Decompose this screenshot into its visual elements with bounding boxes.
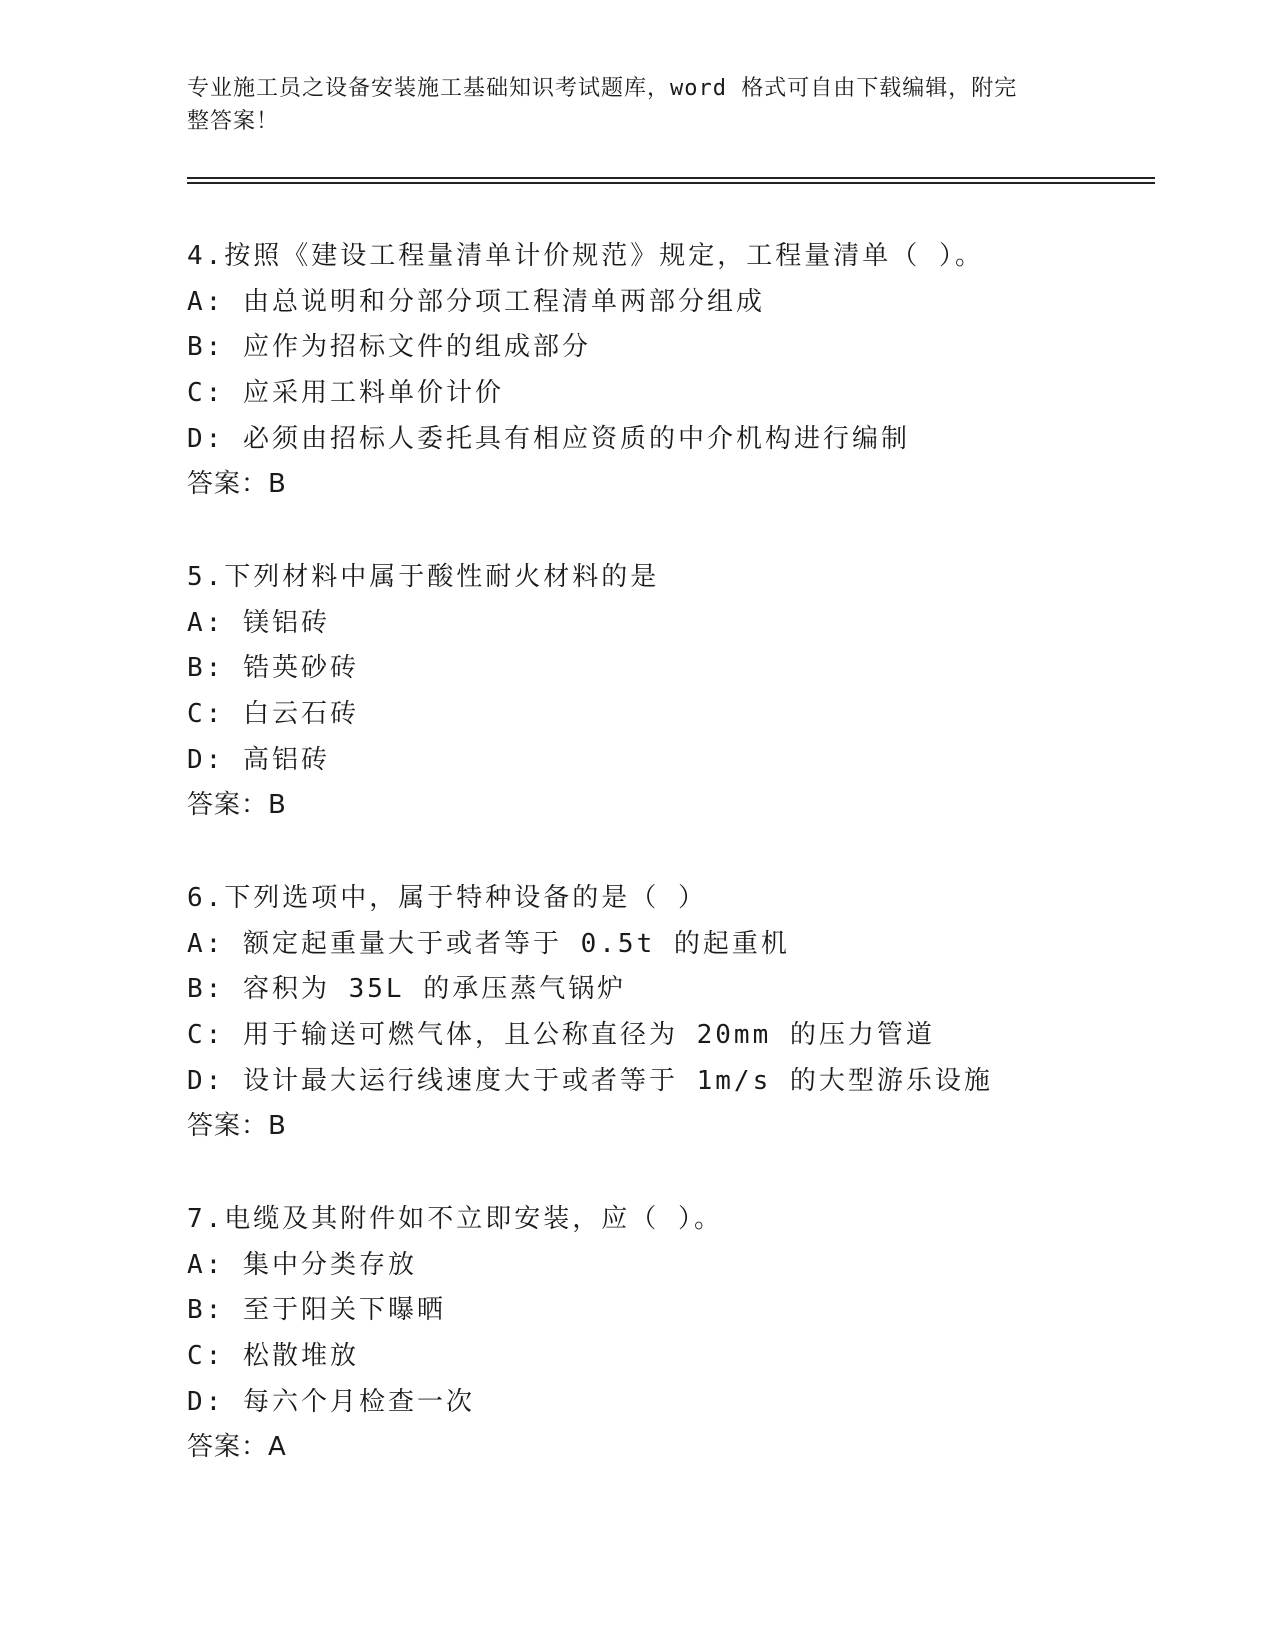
question-5: [187, 555, 1147, 829]
option-d: D: 每六个月检查一次: [187, 1386, 475, 1417]
option-d: D: 高铝砖: [187, 744, 330, 775]
option-d: D: 必须由招标人委托具有相应资质的中介机构进行编制: [187, 423, 910, 454]
option-c: C: 应采用工料单价计价: [187, 378, 504, 409]
header-line-1: 专业施工员之设备安装施工基础知识考试题库，word 格式可自由下载编辑，附完: [187, 76, 1018, 101]
header-divider-bottom: [187, 182, 1155, 184]
option-b: B: 应作为招标文件的组成部分: [187, 332, 591, 363]
question-7: [187, 1197, 1147, 1471]
option-a: A: 由总说明和分部分项工程清单两部分组成: [187, 286, 765, 317]
option-a: A: 镁铝砖: [187, 607, 330, 638]
option-d: D: 设计最大运行线速度大于或者等于 1m/s 的大型游乐设施: [187, 1065, 993, 1096]
document-header: [187, 72, 1067, 138]
option-c: C: 用于输送可燃气体，且公称直径为 20mm 的压力管道: [187, 1020, 935, 1051]
option-b: B: 锆英砂砖: [187, 653, 359, 684]
answer-line: 答案：B: [187, 1111, 287, 1142]
question-stem: 5.下列材料中属于酸性耐火材料的是: [187, 562, 660, 592]
option-c: C: 松散堆放: [187, 1341, 359, 1372]
question-4: [187, 234, 1147, 508]
answer-line: 答案：B: [187, 469, 287, 500]
option-b: B: 至于阳关下曝晒: [187, 1295, 446, 1326]
header-divider-top: [187, 177, 1155, 179]
option-b: B: 容积为 35L 的承压蒸气锅炉: [187, 974, 627, 1005]
option-a: A: 额定起重量大于或者等于 0.5t 的起重机: [187, 928, 790, 959]
question-stem: 6.下列选项中，属于特种设备的是（ ）: [187, 883, 707, 913]
header-line-2: 整答案！: [187, 109, 280, 134]
question-6: [187, 876, 1147, 1150]
question-stem: 4.按照《建设工程量清单计价规范》规定，工程量清单（ ）。: [187, 241, 984, 271]
option-a: A: 集中分类存放: [187, 1249, 417, 1280]
option-c: C: 白云石砖: [187, 699, 359, 730]
question-stem: 7.电缆及其附件如不立即安装，应（ ）。: [187, 1204, 723, 1234]
answer-line: 答案：B: [187, 790, 287, 821]
answer-line: 答案：A: [187, 1432, 287, 1463]
